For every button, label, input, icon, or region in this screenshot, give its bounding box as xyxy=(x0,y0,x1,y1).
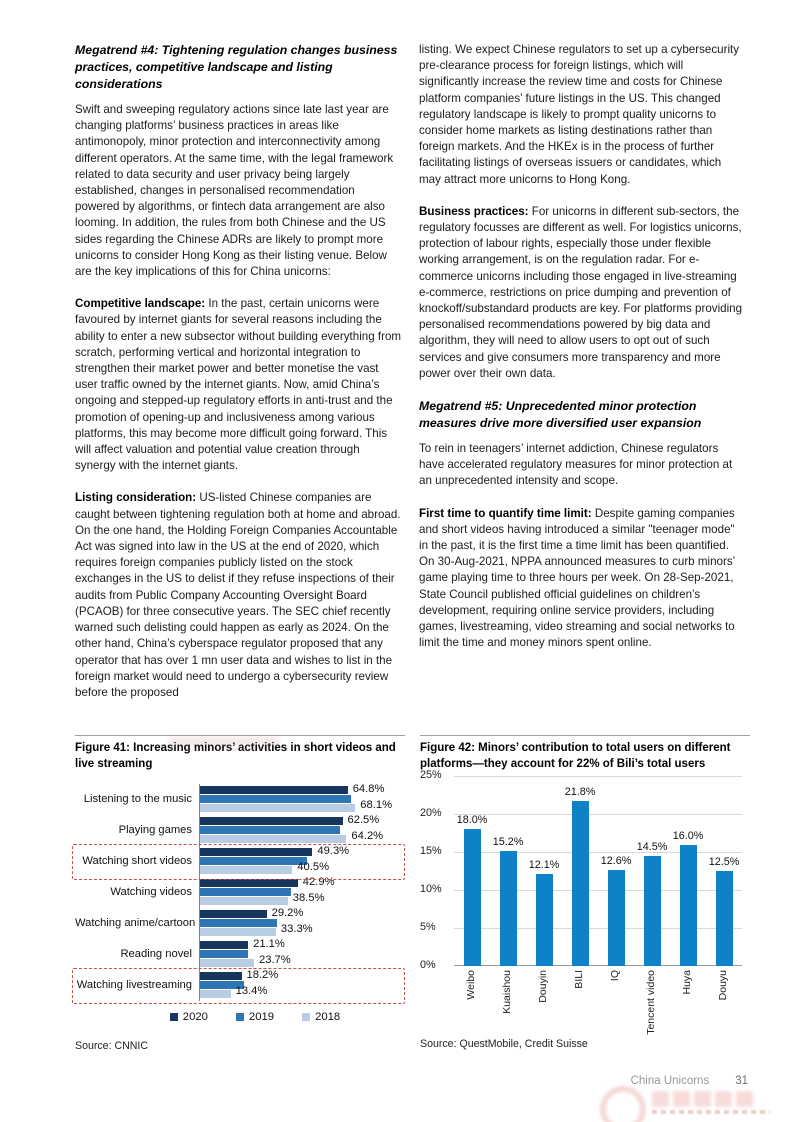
figure41-category-row xyxy=(75,815,405,846)
value-label: 49.3% xyxy=(317,845,350,858)
watermark-shape xyxy=(652,1091,669,1107)
figure-42-chart xyxy=(420,769,750,1035)
footer-page-number: 31 xyxy=(735,1075,748,1087)
bar-2018 xyxy=(200,835,346,843)
bars-area xyxy=(199,784,405,815)
x-axis-label: IQ xyxy=(609,970,621,982)
bars-area xyxy=(199,877,405,908)
footer-section-label: China Unicorns xyxy=(630,1075,710,1087)
bar-2019 xyxy=(200,795,351,803)
bar-2020 xyxy=(200,879,298,887)
figure-41-source: Source: CNNIC xyxy=(75,1040,148,1053)
y-tick-label: 0% xyxy=(420,959,436,972)
business-practices-paragraph xyxy=(419,204,746,382)
value-label: 64.2% xyxy=(351,830,384,843)
bar-2020 xyxy=(200,910,267,918)
value-label: 15.2% xyxy=(492,835,524,848)
value-label: 14.5% xyxy=(636,841,668,853)
value-label: 16.0% xyxy=(672,829,704,842)
legend-label-2020: 2020 xyxy=(182,1011,208,1024)
megatrend-4-heading: Megatrend #4: Tightening regulation changes business practices, competitive landscape and listing considerations xyxy=(75,43,398,91)
competitive-landscape-paragraph xyxy=(75,296,402,474)
category-label: Watching livestreaming xyxy=(76,979,192,992)
figure-41-chart xyxy=(75,784,405,1001)
bar xyxy=(464,829,481,966)
value-label: 23.7% xyxy=(259,954,291,967)
bar xyxy=(680,845,697,967)
bars-area xyxy=(199,939,405,970)
watermark-logo-shape xyxy=(600,1086,646,1122)
legend-label-2018: 2018 xyxy=(315,1011,341,1024)
category-label: Watching videos xyxy=(110,886,192,899)
category-label: Listening to the music xyxy=(83,793,192,806)
highlight-box xyxy=(72,844,405,880)
x-axis-label: Kuaishou xyxy=(501,970,513,1014)
bar-2018 xyxy=(200,804,355,812)
bars-area xyxy=(199,815,405,846)
bar-2019 xyxy=(200,919,277,927)
value-label: 21.8% xyxy=(564,785,596,798)
category-label: Watching short videos xyxy=(82,855,192,868)
figure-41-legend xyxy=(75,1011,405,1023)
category-label: Reading novel xyxy=(120,948,192,961)
x-axis-label: Huya xyxy=(681,970,693,995)
watermark-shape xyxy=(736,1091,753,1107)
bar xyxy=(608,870,625,966)
bar xyxy=(572,801,589,967)
listing-consideration-paragraph xyxy=(75,490,402,701)
business-practices-text: For unicorns in different sub-sectors, the regulatory focusses are different as well. For logistics unicorns, protection of labour rights, especially those under flexible working arrangement, is on the regulation radar. For e-commerce unicorns including those engaged in live-streaming e-commerce, restrictions on price dumping and prevention of knockoff/substandard products are key. For platforms providing personalised recommendations powered by big data and algorithm, they will need to allow users to opt out of such services and give consumers more transparency and more power over their own data. xyxy=(419,204,743,380)
competitive-landscape-lead: Competitive landscape: xyxy=(75,297,206,311)
legend-swatch-2020 xyxy=(170,1013,178,1021)
figure-42-title: Figure 42: Minors’ contribution to total users on different platforms—they account for 22% of Bili’s total users xyxy=(420,735,750,772)
watermark-shape xyxy=(715,1091,732,1107)
bar-2020 xyxy=(200,817,343,825)
bar-2018 xyxy=(200,959,254,967)
x-axis-label: BILI xyxy=(573,970,585,989)
gridline xyxy=(454,890,742,891)
first-time-lead: First time to quantify time limit: xyxy=(419,506,592,520)
y-tick-label: 20% xyxy=(420,807,442,820)
value-label: 38.5% xyxy=(292,892,325,905)
legend-item-2019 xyxy=(236,1011,274,1023)
first-time-paragraph xyxy=(419,506,746,652)
figure41-category-row xyxy=(75,908,405,939)
value-label: 62.5% xyxy=(347,814,380,827)
figure-41-title: Figure 41: Increasing minors’ activities in short videos and live streaming xyxy=(75,735,405,772)
competitive-landscape-text: In the past, certain unicorns were favoured by internet giants for several reasons including the ability to enter a new subsector without building everything from scratch, performing vertical and horizontal integration to strengthen their market power and better monetise the vast user traffic owned by the internet giants. Now, amid China’s ongoing and stepped-up regulatory efforts in anti-trust and the promotion of opening-up and inclusiveness among various platforms, this may become more difficult going forward. This will affect valuation and potential value creation through synergy with the internet giants. xyxy=(75,297,402,473)
y-tick-label: 10% xyxy=(420,883,442,896)
figure-42 xyxy=(420,735,750,1050)
legend-swatch-2018 xyxy=(302,1013,310,1021)
intro-paragraph: Swift and sweeping regulatory actions since late last year are changing platforms’ business practices in areas like antimonopoly, minor protection and interconnectivity among different operators. At the same time, with the legal framework related to data security and user privacy being largely established, changes in personalised recommendation powered by algorithms, or fintech data arrangement are also looming. In addition, the rules from both Chinese and the US sides regarding the Chinese ADRs are likely to prompt more unicorns to consider Hong Kong as their listing venue. Below are the key implications of this for China unicorns: xyxy=(75,103,394,279)
bar xyxy=(716,871,733,966)
gridline xyxy=(454,852,742,853)
listing-consideration-lead: Listing consideration: xyxy=(75,491,197,505)
watermark-shape xyxy=(673,1091,690,1107)
bar-2019 xyxy=(200,950,248,958)
figure-41 xyxy=(75,735,405,1052)
x-axis-label: Douyin xyxy=(537,970,549,1003)
gridline xyxy=(454,776,742,777)
megatrend-5-heading: Megatrend #5: Unprecedented minor protection measures drive more diversified user expansion xyxy=(419,399,702,431)
value-label: 12.5% xyxy=(708,856,740,869)
listing-continuation-paragraph: listing. We expect Chinese regulators to set up a cybersecurity pre-clearance process for foreign listings, which will significantly increase the review time and costs for Chinese platform companies’ future listings in the US. This changed regulatory landscape is likely to prompt quality unicorns to consider home markets as listing destinations rather than foreign markets. And the HKEx is in the process of further facilitating listings of overseas issuers or candidates, which may attract more unicorns to Hong Kong. xyxy=(419,43,740,186)
bars-area xyxy=(199,908,405,939)
value-label: 18.0% xyxy=(456,814,488,827)
value-label: 42.9% xyxy=(302,876,335,889)
figure41-category-row xyxy=(75,877,405,908)
value-label: 13.4% xyxy=(235,985,268,998)
value-label: 21.1% xyxy=(253,938,285,951)
x-axis-label: Tencent video xyxy=(645,970,657,1035)
figure-42-x-axis-labels xyxy=(454,966,742,1035)
gridline xyxy=(454,928,742,929)
bar-2019 xyxy=(200,888,291,896)
value-label: 12.6% xyxy=(600,855,632,868)
bar xyxy=(536,874,553,966)
legend-swatch-2019 xyxy=(236,1013,244,1021)
bar-2020 xyxy=(200,941,248,949)
category-label: Watching anime/cartoon xyxy=(75,917,196,930)
bar xyxy=(644,856,661,966)
legend-label-2019: 2019 xyxy=(248,1011,275,1024)
page-footer xyxy=(631,1075,748,1087)
bar-2018 xyxy=(200,928,276,936)
legend-item-2020 xyxy=(170,1011,208,1023)
watermark-shape xyxy=(652,1110,770,1114)
highlight-box xyxy=(72,968,405,1004)
figure41-category-row xyxy=(75,784,405,815)
bar-2020 xyxy=(200,786,348,794)
figure-42-plot-area xyxy=(420,769,742,972)
bar xyxy=(500,851,517,967)
figure-42-source: Source: QuestMobile, Credit Suisse xyxy=(420,1038,588,1051)
value-label: 18.2% xyxy=(246,969,279,982)
first-time-text: Despite gaming companies and short videos having introduced a similar "teenager mode" in the past, it is the first time a time limit has been quantified. On 30-Aug-2021, NPPA announced measures to curb minors’ game playing time to three hours per week. On 28-Sep-2021, State Council published official guidelines on children’s development, requiring online service providers, including games, livestreaming, video streaming and social networks to limit the time and money minors spent online. xyxy=(419,506,735,650)
bar-2019 xyxy=(200,826,340,834)
left-column xyxy=(75,42,402,717)
minor-protection-paragraph: To rein in teenagers’ internet addiction, Chinese regulators have accelerated regulatory measures for minor protection at an unprecedented intensity and scope. xyxy=(419,442,733,488)
watermark-shape xyxy=(694,1091,711,1107)
value-label: 68.1% xyxy=(360,799,393,812)
y-tick-label: 15% xyxy=(420,845,442,858)
gridline xyxy=(454,814,742,815)
bar-2018 xyxy=(200,897,288,905)
legend-item-2018 xyxy=(302,1011,340,1023)
y-tick-label: 5% xyxy=(420,921,436,934)
value-label: 64.8% xyxy=(352,783,385,796)
listing-consideration-text: US-listed Chinese companies are caught between tightening regulation both at home and abroad. On the one hand, the Holding Foreign Companies Accountable Act was signed into law in the US at the end of 2020, which requires foreign companies publicly listed on the stock exchanges in the US to delist if they refuse inspections of their audits from Public Company Accounting Oversight Board (PCAOB) for three consecutive years. The SEC chief recently warned such delisting could happen as early as 2024. On the other hand, China’s cyberspace regulator proposed that any operator that has over 1 mn user data and wishes to list in the foreign market would need to undergo a cybersecurity review before the proposed xyxy=(75,491,401,699)
figure41-category-row xyxy=(75,939,405,970)
x-axis-label: Douyu xyxy=(717,970,729,1001)
business-practices-lead: Business practices: xyxy=(419,204,529,218)
category-label: Playing games xyxy=(118,824,192,837)
x-axis-label: Weibo xyxy=(465,970,477,1000)
value-label: 40.5% xyxy=(297,861,330,874)
value-label: 12.1% xyxy=(528,859,560,872)
value-label: 33.3% xyxy=(280,923,313,936)
y-tick-label: 25% xyxy=(420,769,442,782)
value-label: 29.2% xyxy=(271,907,304,920)
right-column xyxy=(419,42,746,668)
